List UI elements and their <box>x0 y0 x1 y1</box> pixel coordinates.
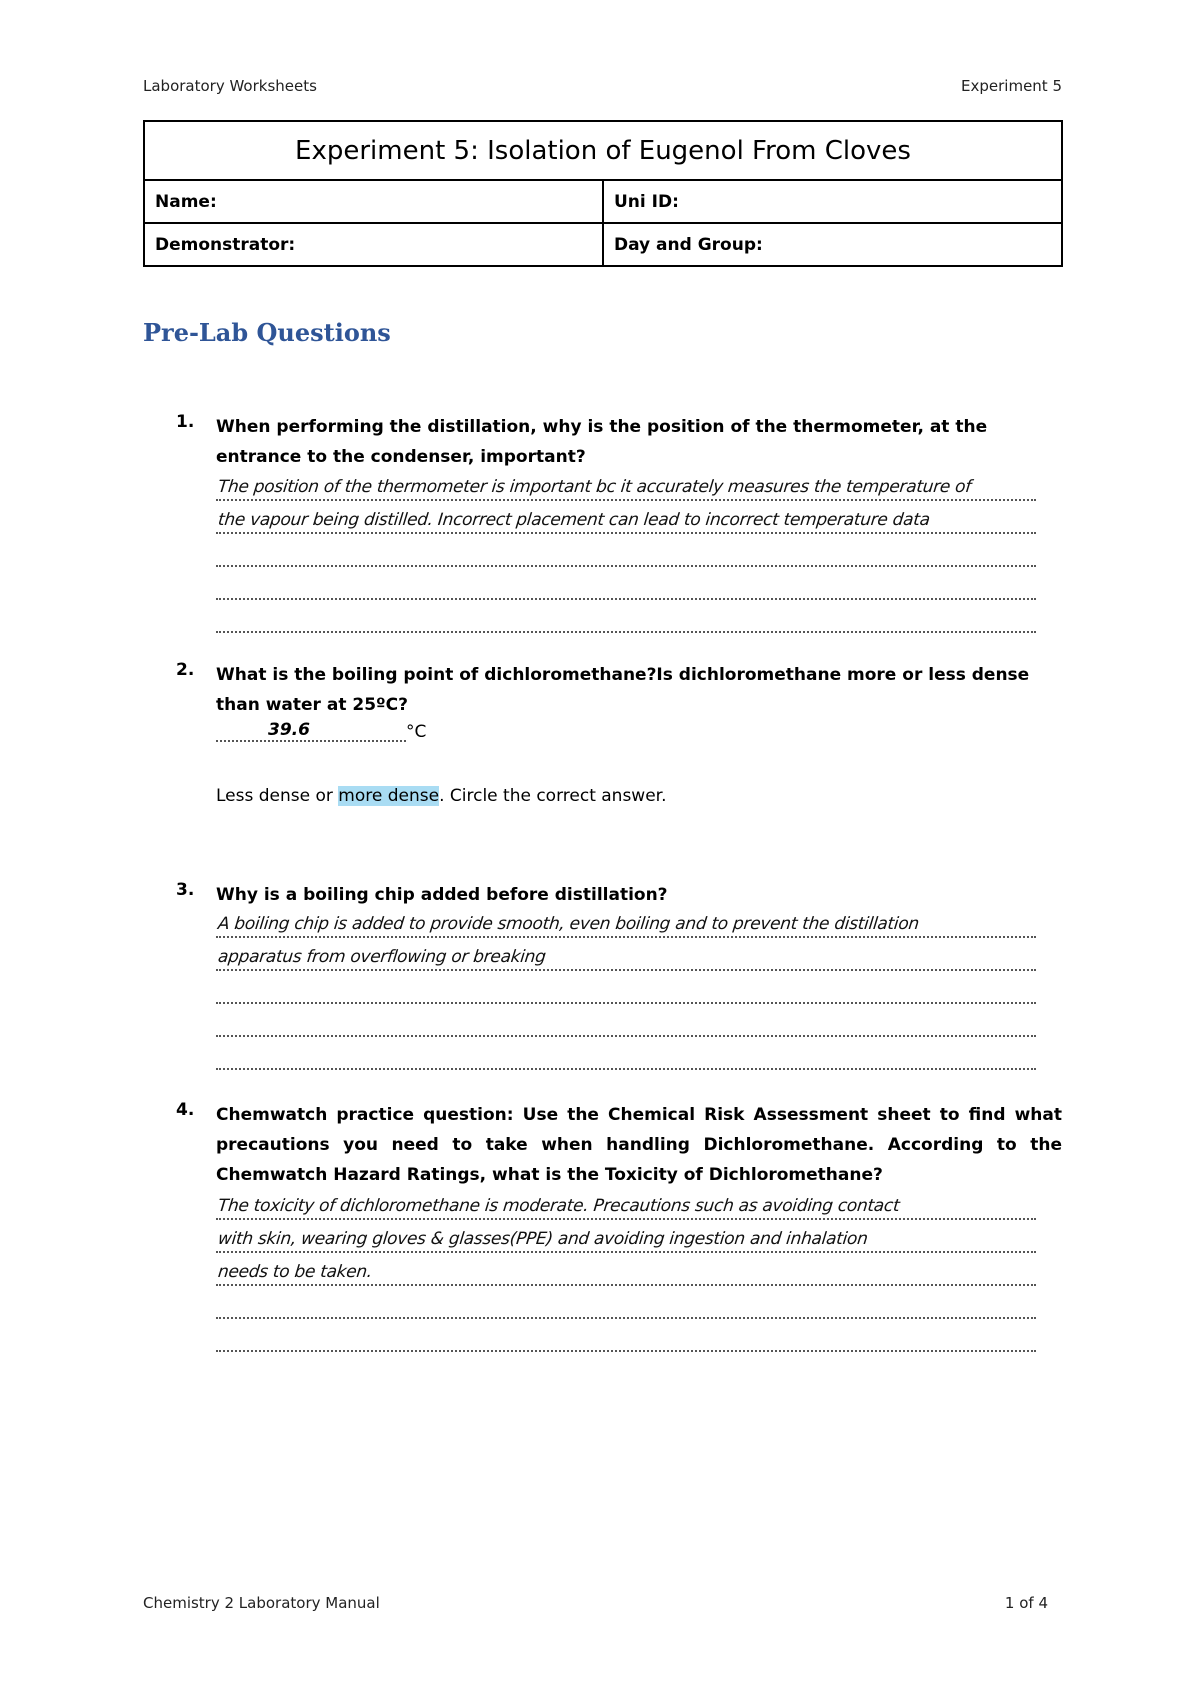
header-left: Laboratory Worksheets <box>143 77 317 95</box>
handwritten-answer: needs to be taken. <box>216 1262 374 1282</box>
answer-line <box>216 1319 1036 1352</box>
answer-line <box>216 1286 1036 1319</box>
handwritten-answer: the vapour being distilled. Incorrect placement can lead to incorrect temperature data <box>216 510 931 530</box>
handwritten-answer: with skin, wearing gloves & glasses(PPE) and avoiding ingestion and inhalation <box>216 1229 869 1249</box>
question-number: 4. <box>176 1100 195 1120</box>
answer-line <box>216 501 1036 534</box>
answer-lines <box>216 905 1036 1070</box>
question-text: Chemwatch practice question: Use the Chemical Risk Assessment sheet to find what precautions you need to take when handling Dichloromethane. According to the Chemwatch Hazard Ratings, what is the Toxicity of Dichloromethane? <box>216 1105 1062 1185</box>
handwritten-answer: The position of the thermometer is important bc it accurately measures the temperature of <box>216 477 973 497</box>
uni-id-field: Uni ID: <box>603 180 1062 223</box>
question-number: 1. <box>176 412 195 432</box>
handwritten-answer: A boiling chip is added to provide smooth, even boiling and to prevent the distillation <box>216 914 920 934</box>
density-suffix: . Circle the correct answer. <box>439 786 667 806</box>
unit-label: °C <box>406 722 427 742</box>
question-text: Why is a boiling chip added before distillation? <box>216 885 668 905</box>
answer-line <box>216 600 1036 633</box>
demonstrator-field: Demonstrator: <box>144 223 603 266</box>
answer-line <box>216 534 1036 567</box>
answer-line <box>216 468 1036 501</box>
header-right: Experiment 5 <box>961 77 1062 95</box>
boiling-point-value: 39.6 <box>268 720 310 740</box>
answer-line <box>216 905 1036 938</box>
page-number: 1 of 4 <box>1004 1594 1048 1612</box>
handwritten-answer: apparatus from overflowing or breaking <box>216 947 547 967</box>
answer-line <box>216 567 1036 600</box>
question-number: 2. <box>176 660 195 680</box>
answer-lines <box>216 1187 1036 1352</box>
answer-line <box>216 1253 1036 1286</box>
answer-line <box>216 971 1036 1004</box>
experiment-title: Experiment 5: Isolation of Eugenol From Cloves <box>144 121 1062 180</box>
density-prefix: Less dense or <box>216 786 339 806</box>
question-number: 3. <box>176 880 195 900</box>
answer-line <box>216 1220 1036 1253</box>
answer-lines <box>216 468 1036 633</box>
question-text: What is the boiling point of dichloromethane?Is dichloromethane more or less dense than water at 25ºC? <box>216 665 1030 715</box>
name-field: Name: <box>144 180 603 223</box>
density-highlighted-choice: more dense <box>338 786 440 806</box>
answer-line <box>216 938 1036 971</box>
handwritten-answer: The toxicity of dichloromethane is moderate. Precautions such as avoiding contact <box>216 1196 901 1216</box>
boiling-point-answer <box>216 722 426 742</box>
answer-line <box>216 1187 1036 1220</box>
footer-left: Chemistry 2 Laboratory Manual <box>143 1594 380 1612</box>
answer-line <box>216 1004 1036 1037</box>
answer-line <box>216 1037 1036 1070</box>
question-text: When performing the distillation, why is the position of the thermometer, at the entrance to the condenser, important? <box>216 417 988 467</box>
experiment-info-table <box>143 120 1063 267</box>
density-answer <box>216 786 667 806</box>
section-title: Pre-Lab Questions <box>143 318 391 347</box>
boiling-point-blank <box>216 722 406 742</box>
day-group-field: Day and Group: <box>603 223 1062 266</box>
